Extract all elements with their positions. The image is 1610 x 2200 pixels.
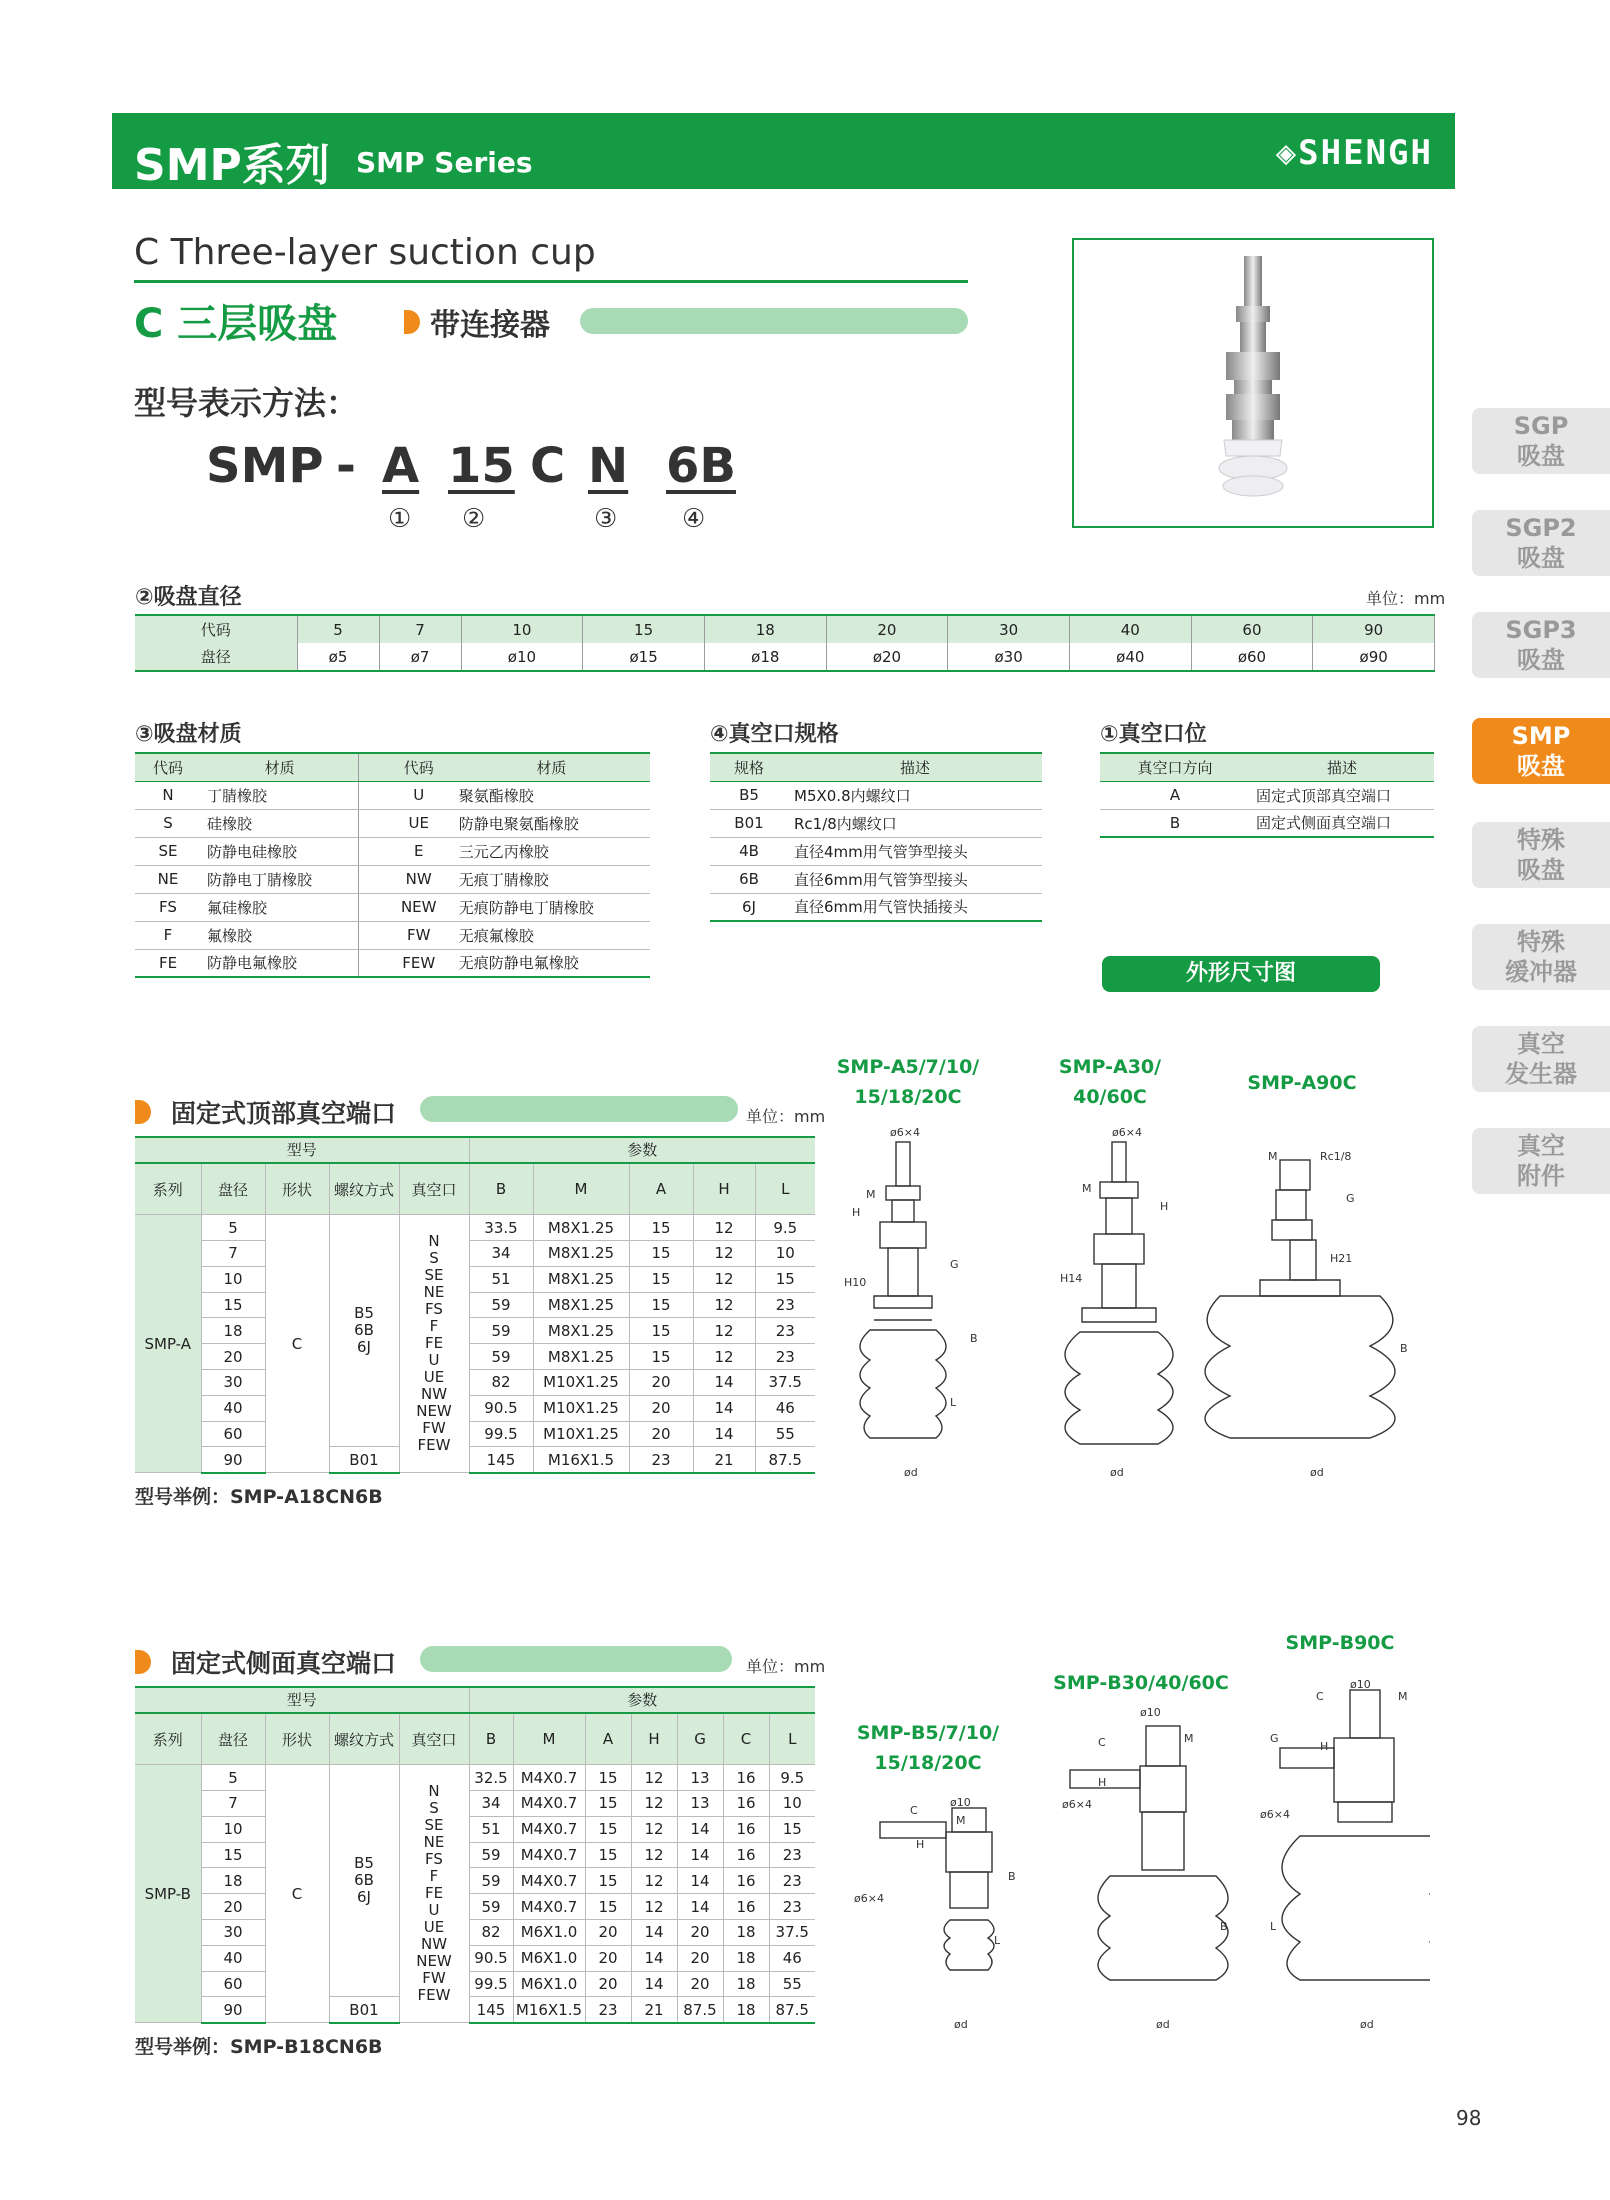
- sidenav-sgp3[interactable]: SGP3 吸盘: [1472, 612, 1610, 678]
- dimension-drawing-button[interactable]: 外形尺寸图: [1102, 956, 1380, 992]
- tableB-unit: 单位：mm: [746, 1657, 826, 1676]
- svg-text:ød: ød: [1110, 1466, 1124, 1479]
- sidenav-sgp[interactable]: SGP 吸盘: [1472, 408, 1610, 474]
- decor-bar: [420, 1646, 732, 1672]
- svg-text:B: B: [1008, 1870, 1016, 1883]
- drawing-label-b2: SMP-B30/40/60C: [1053, 1672, 1229, 1694]
- svg-text:M: M: [956, 1814, 966, 1827]
- section-marker-icon: [135, 1100, 151, 1124]
- marker-3: ③: [594, 504, 618, 534]
- svg-text:ød: ød: [1360, 2018, 1374, 2031]
- svg-text:H14: H14: [1060, 1272, 1083, 1285]
- material-table: 代码 材质 代码 材质 N 丁腈橡胶 U 聚氨酯橡胶 S 硅橡胶 UE 防静电聚氨酯橡胶 SE 防静电硅橡胶 E 三元乙丙橡胶 NE 防静电丁腈橡胶 NW 无痕丁腈橡胶 FS 氟硅橡胶 NEW 无痕防静电丁腈橡胶 F 氟橡胶 FW 无痕氟橡胶 FE 防静电氟橡胶 FEW 无痕防静电氟橡胶: [135, 752, 650, 978]
- decor-bar: [420, 1096, 738, 1122]
- svg-text:M: M: [1184, 1732, 1194, 1745]
- sidenav-special-cup[interactable]: 特殊 吸盘: [1472, 822, 1610, 888]
- divider: [134, 280, 968, 283]
- sidenav-buffer[interactable]: 特殊 缓冲器: [1472, 924, 1610, 990]
- tableB-example: 型号举例：SMP-B18CN6B: [135, 2036, 383, 2058]
- drawing-label-b3: SMP-B90C: [1285, 1632, 1395, 1654]
- product-title-en: C Three-layer suction cup: [134, 232, 596, 273]
- product-photo: [1072, 238, 1434, 528]
- svg-text:H: H: [1160, 1200, 1169, 1213]
- diameter-title: ②吸盘直径: [135, 585, 242, 610]
- svg-text:ø6×4: ø6×4: [890, 1126, 920, 1139]
- svg-text:M: M: [866, 1188, 876, 1201]
- svg-text:L: L: [950, 1396, 957, 1409]
- code-part-4: N: [588, 438, 629, 494]
- side-port-drawings: [840, 1680, 1430, 2040]
- svg-text:M: M: [1398, 1690, 1408, 1703]
- tableA-example: 型号举例：SMP-A18CN6B: [135, 1486, 383, 1508]
- brand-logo: ◈SHENGH: [1275, 133, 1433, 173]
- tableA: 型号 参数 系列 盘径 形状 螺纹方式 真空口 B M A H L SMP-A 5 C B5 6B 6J N S SE NE FS F FE U UE NW NEW FW FEW 33.5 M8X1.25 15 12 9.5 7 34 M8X1.25 15 12 10 10 51 M8X1.25 15 12 15 15 59 M8X1.25 15 12 23 18 59 M8X1.25 15 12 23 20 59 M8X1.25 15 12 23 30 82 M10X1.25 20 14 37.5 40 90.5 M10X1.25 20 14 46 60 99.5 M10X1.25 20 14 55 90 B01 145 M16X1.5 23 21 87.5: [135, 1136, 815, 1474]
- page-number: 98: [1456, 2106, 1482, 2130]
- drawing-label-a1: SMP-A5/7/10/ 15/18/20C: [836, 1056, 980, 1108]
- page-header: [112, 113, 1455, 189]
- section-marker-icon: [135, 1650, 151, 1674]
- sidenav-smp[interactable]: SMP 吸盘: [1472, 718, 1610, 784]
- svg-text:C: C: [910, 1804, 918, 1817]
- tableB-title: 固定式侧面真空端口: [135, 1644, 396, 1680]
- svg-text:ø10: ø10: [950, 1796, 971, 1809]
- code-part-5: 6B: [666, 438, 736, 494]
- marker-2: ②: [462, 504, 486, 534]
- svg-text:ø6×4: ø6×4: [1112, 1126, 1142, 1139]
- svg-text:H: H: [916, 1838, 925, 1851]
- diameter-unit: 单位：mm: [1366, 589, 1446, 608]
- diameter-table: 代码 5 7 10 15 18 20 30 40 60 90 盘径 ø5 ø7 ø10 ø15 ø18 ø20 ø30 ø40 ø60 ø90: [135, 614, 1435, 672]
- svg-text:G: G: [1346, 1192, 1355, 1205]
- svg-text:Rc1/8: Rc1/8: [1320, 1150, 1352, 1163]
- product-title-cn: C 三层吸盘: [134, 301, 338, 347]
- marker-1: ①: [388, 504, 412, 534]
- svg-text:C: C: [1098, 1736, 1106, 1749]
- svg-text:ød: ød: [1310, 1466, 1324, 1479]
- svg-text:ød: ød: [904, 1466, 918, 1479]
- drawing-label-b1: SMP-B5/7/10/ 15/18/20C: [856, 1722, 1000, 1774]
- material-title: ③吸盘材质: [135, 722, 242, 747]
- tableB: 型号 参数 系列 盘径 形状 螺纹方式 真空口 B M A H G C L SMP-B 5 C B5 6B 6J N S SE NE FS F FE U UE NW NEW FW FEW 32.5 M4X0.7 15 12 13 16 9.5 7 34 M4X0.7 15 12 13 16 10 10 51 M4X0.7 15 12 14 16 15 15 59 M4X0.7 15 12 14 16 23 18 59 M4X0.7 15 12 14 16 23 20 59 M4X0.7 15 12 14 16 23 30 82 M6X1.0 20 14 20 18 37.5 40 90.5 M6X1.0 20 14 20 18 46 60 99.5 M6X1.0 20 14 20 18 55 90 B01 145 M16X1.5 23 21 87.5 18 87.5: [135, 1686, 815, 2024]
- drawing-label-a3: SMP-A90C: [1247, 1072, 1357, 1094]
- svg-text:ø10: ø10: [1350, 1680, 1371, 1691]
- vacspec-table: 规格 描述 B5 M5X0.8内螺纹口 B01 Rc1/8内螺纹口 4B 直径4mm用气管笋型接头 6B 直径6mm用气管笋型接头 6J 直径6mm用气管快插接头: [710, 752, 1042, 922]
- svg-text:ø10: ø10: [1140, 1706, 1161, 1719]
- svg-text:M: M: [1268, 1150, 1278, 1163]
- svg-text:H21: H21: [1330, 1252, 1353, 1265]
- code-part-1: A: [382, 438, 420, 494]
- vacspec-title: ④真空口规格: [710, 722, 839, 747]
- svg-text:H: H: [1098, 1776, 1107, 1789]
- svg-text:ø6×4: ø6×4: [1062, 1798, 1092, 1811]
- code-dash: -: [336, 438, 356, 494]
- marker-4: ④: [682, 504, 706, 534]
- svg-text:B: B: [1220, 1920, 1228, 1933]
- svg-text:M: M: [1082, 1182, 1092, 1195]
- decor-bar: [580, 308, 968, 334]
- svg-text:C: C: [1316, 1690, 1324, 1703]
- code-part-3: C: [530, 438, 566, 494]
- svg-text:ød: ød: [1156, 2018, 1170, 2031]
- code-prefix: SMP: [206, 438, 324, 494]
- svg-text:ød: ød: [954, 2018, 968, 2031]
- vacpos-title: ①真空口位: [1100, 722, 1207, 747]
- svg-text:H: H: [852, 1206, 861, 1219]
- svg-text:G: G: [1270, 1732, 1279, 1745]
- svg-text:H10: H10: [844, 1276, 867, 1289]
- drawing-label-a2: SMP-A30/ 40/60C: [1058, 1056, 1162, 1108]
- svg-text:B: B: [970, 1332, 978, 1345]
- svg-text:H: H: [1320, 1740, 1329, 1753]
- suction-cup-image: [1074, 240, 1432, 526]
- tag-marker-icon: [404, 310, 420, 334]
- code-part-2: 15: [448, 438, 515, 494]
- svg-text:ø6×4: ø6×4: [1260, 1808, 1290, 1821]
- sidenav-sgp2[interactable]: SGP2 吸盘: [1472, 510, 1610, 576]
- svg-text:L: L: [994, 1934, 1001, 1947]
- product-tag: 带连接器: [404, 300, 550, 344]
- svg-text:L: L: [1270, 1920, 1277, 1933]
- model-notation-title: 型号表示方法：: [134, 384, 359, 422]
- header-title-en: SMP Series: [356, 146, 533, 179]
- vacpos-table: 真空口方向 描述 A 固定式顶部真空端口 B 固定式侧面真空端口: [1100, 752, 1434, 838]
- svg-text:G: G: [950, 1258, 959, 1271]
- tableA-unit: 单位：mm: [746, 1107, 826, 1126]
- sidenav-accessory[interactable]: 真空 附件: [1472, 1128, 1610, 1194]
- sidenav-generator[interactable]: 真空 发生器: [1472, 1026, 1610, 1092]
- svg-text:B: B: [1400, 1342, 1408, 1355]
- header-title-cn: SMP系列: [134, 140, 330, 191]
- tableA-title: 固定式顶部真空端口: [135, 1094, 396, 1130]
- top-port-drawings: [830, 1120, 1430, 1490]
- svg-text:ø6×4: ø6×4: [854, 1892, 884, 1905]
